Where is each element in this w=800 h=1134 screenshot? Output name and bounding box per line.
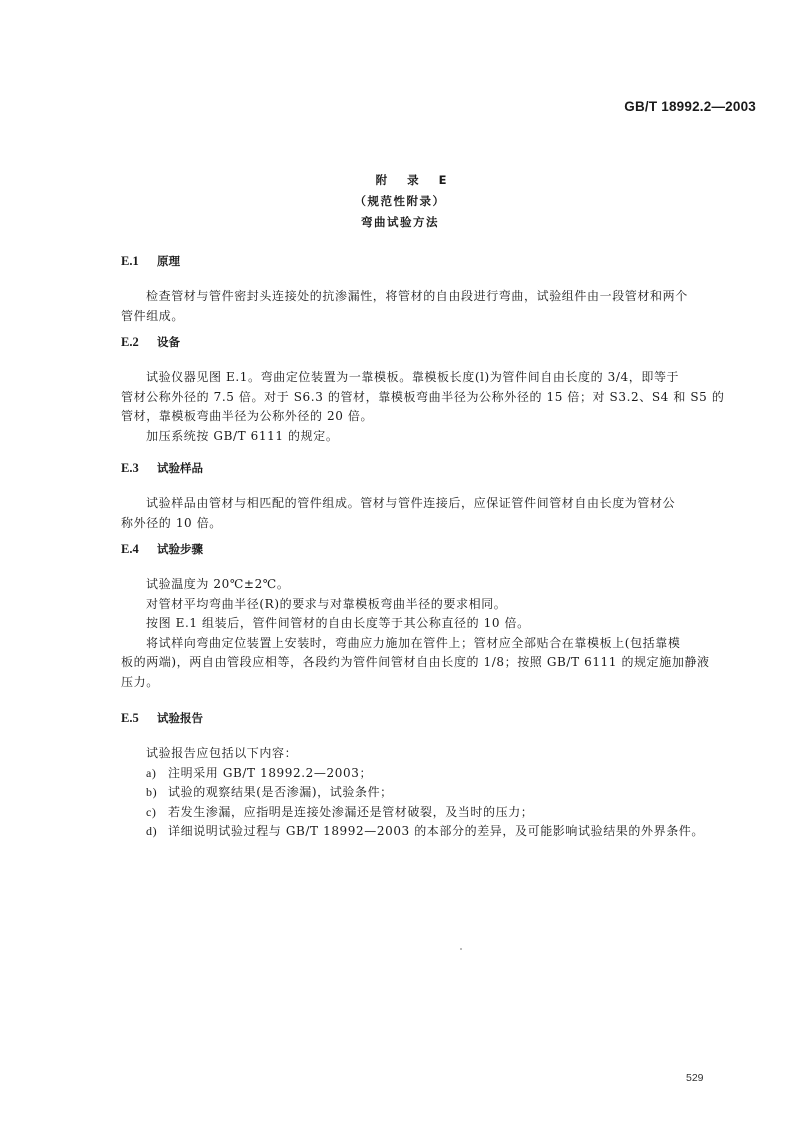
paragraph-line: 对管材平均弯曲半径(R)的要求与对靠模板弯曲半径的要求相同。 — [146, 596, 507, 611]
report-intro: 试验报告应包括以下内容： — [146, 746, 298, 760]
section-heading-e5 — [121, 710, 203, 726]
scan-speck — [460, 948, 462, 950]
section-body-e3 — [121, 494, 676, 533]
section-title: 试验报告 — [157, 711, 203, 725]
paragraph-line: 试验温度为 20℃±2℃。 — [146, 577, 290, 591]
list-item — [121, 803, 661, 823]
annex-type: （规范性附录） — [354, 194, 446, 208]
paragraph-line: 检查管材与管件密封头连接处的抗渗漏性，将管材的自由段进行弯曲，试验组件由一段管材和两个 — [146, 289, 688, 303]
section-body-e4 — [121, 575, 710, 692]
section-heading-e2 — [121, 334, 180, 350]
list-label: c) — [146, 804, 157, 819]
section-body-e5 — [121, 744, 705, 842]
paragraph-line: 试验仪器见图 E.1。弯曲定位装置为一靠模板。靠模板长度(l)为管件间自由长度的 3/4，即等于 — [146, 370, 680, 384]
annex-name: 弯曲试验方法 — [361, 215, 439, 229]
section-body-e1 — [121, 287, 688, 326]
standard-number: GB/T 18992.2—2003 — [624, 99, 756, 114]
section-heading-e1 — [121, 253, 180, 269]
paragraph-line: 管件组成。 — [121, 308, 185, 323]
annex-title-block — [0, 170, 800, 233]
list-item — [121, 822, 705, 842]
section-title: 设备 — [157, 335, 180, 349]
paragraph-line: 试验样品由管材与相匹配的管件组成。管材与管件连接后，应保证管件间管材自由长度为管材公 — [146, 496, 676, 510]
section-body-e2 — [121, 368, 725, 446]
section-title: 原理 — [157, 254, 180, 268]
section-heading-e3 — [121, 460, 203, 476]
paragraph-line: 加压系统按 GB/T 6111 的规定。 — [146, 428, 339, 443]
annex-label: 附 录 E — [375, 173, 455, 187]
paragraph-line: 称外径的 10 倍。 — [121, 515, 222, 530]
section-title: 试验步骤 — [157, 542, 203, 556]
paragraph-line: 按图 E.1 组装后，管件间管材的自由长度等于其公称直径的 10 倍。 — [146, 616, 530, 630]
paragraph-line: 压力。 — [121, 674, 159, 689]
section-number: E.5 — [121, 711, 139, 725]
list-text: 详细说明试验过程与 GB/T 18992—2003 的本部分的差异，及可能影响试验结果的外界条件。 — [168, 824, 705, 838]
paragraph-line: 管材，靠模板弯曲半径为公称外径的 20 倍。 — [121, 409, 374, 423]
paragraph-line: 将试样向弯曲定位装置上安装时，弯曲应力施加在管件上；管材应全部贴合在靠模板上(包括靠模 — [146, 635, 681, 650]
list-text: 注明采用 GB/T 18992.2—2003； — [168, 765, 373, 780]
section-number: E.4 — [121, 542, 139, 556]
list-label: b) — [146, 785, 158, 799]
section-title: 试验样品 — [157, 461, 203, 475]
list-text: 若发生渗漏，应指明是连接处渗漏还是管材破裂，及当时的压力； — [168, 804, 534, 819]
section-number: E.1 — [121, 254, 139, 268]
section-number: E.3 — [121, 461, 139, 475]
page-number: 529 — [686, 1072, 704, 1084]
list-item — [121, 764, 661, 784]
list-item — [121, 783, 661, 803]
list-label: a) — [146, 765, 157, 780]
list-text: 试验的观察结果(是否渗漏)，试验条件； — [168, 785, 393, 799]
paragraph-line: 板的两端)，两自由管段应相等，各段约为管件间管材自由长度的 1/8；按照 GB/T 6111 的规定施加静液 — [121, 655, 710, 669]
list-label: d) — [146, 824, 158, 838]
paragraph-line: 管材公称外径的 7.5 倍。对于 S6.3 的管材，靠模板弯曲半径为公称外径的 15 倍；对 S3.2、S4 和 S5 的 — [121, 389, 725, 404]
section-number: E.2 — [121, 335, 139, 349]
section-heading-e4 — [121, 541, 203, 557]
